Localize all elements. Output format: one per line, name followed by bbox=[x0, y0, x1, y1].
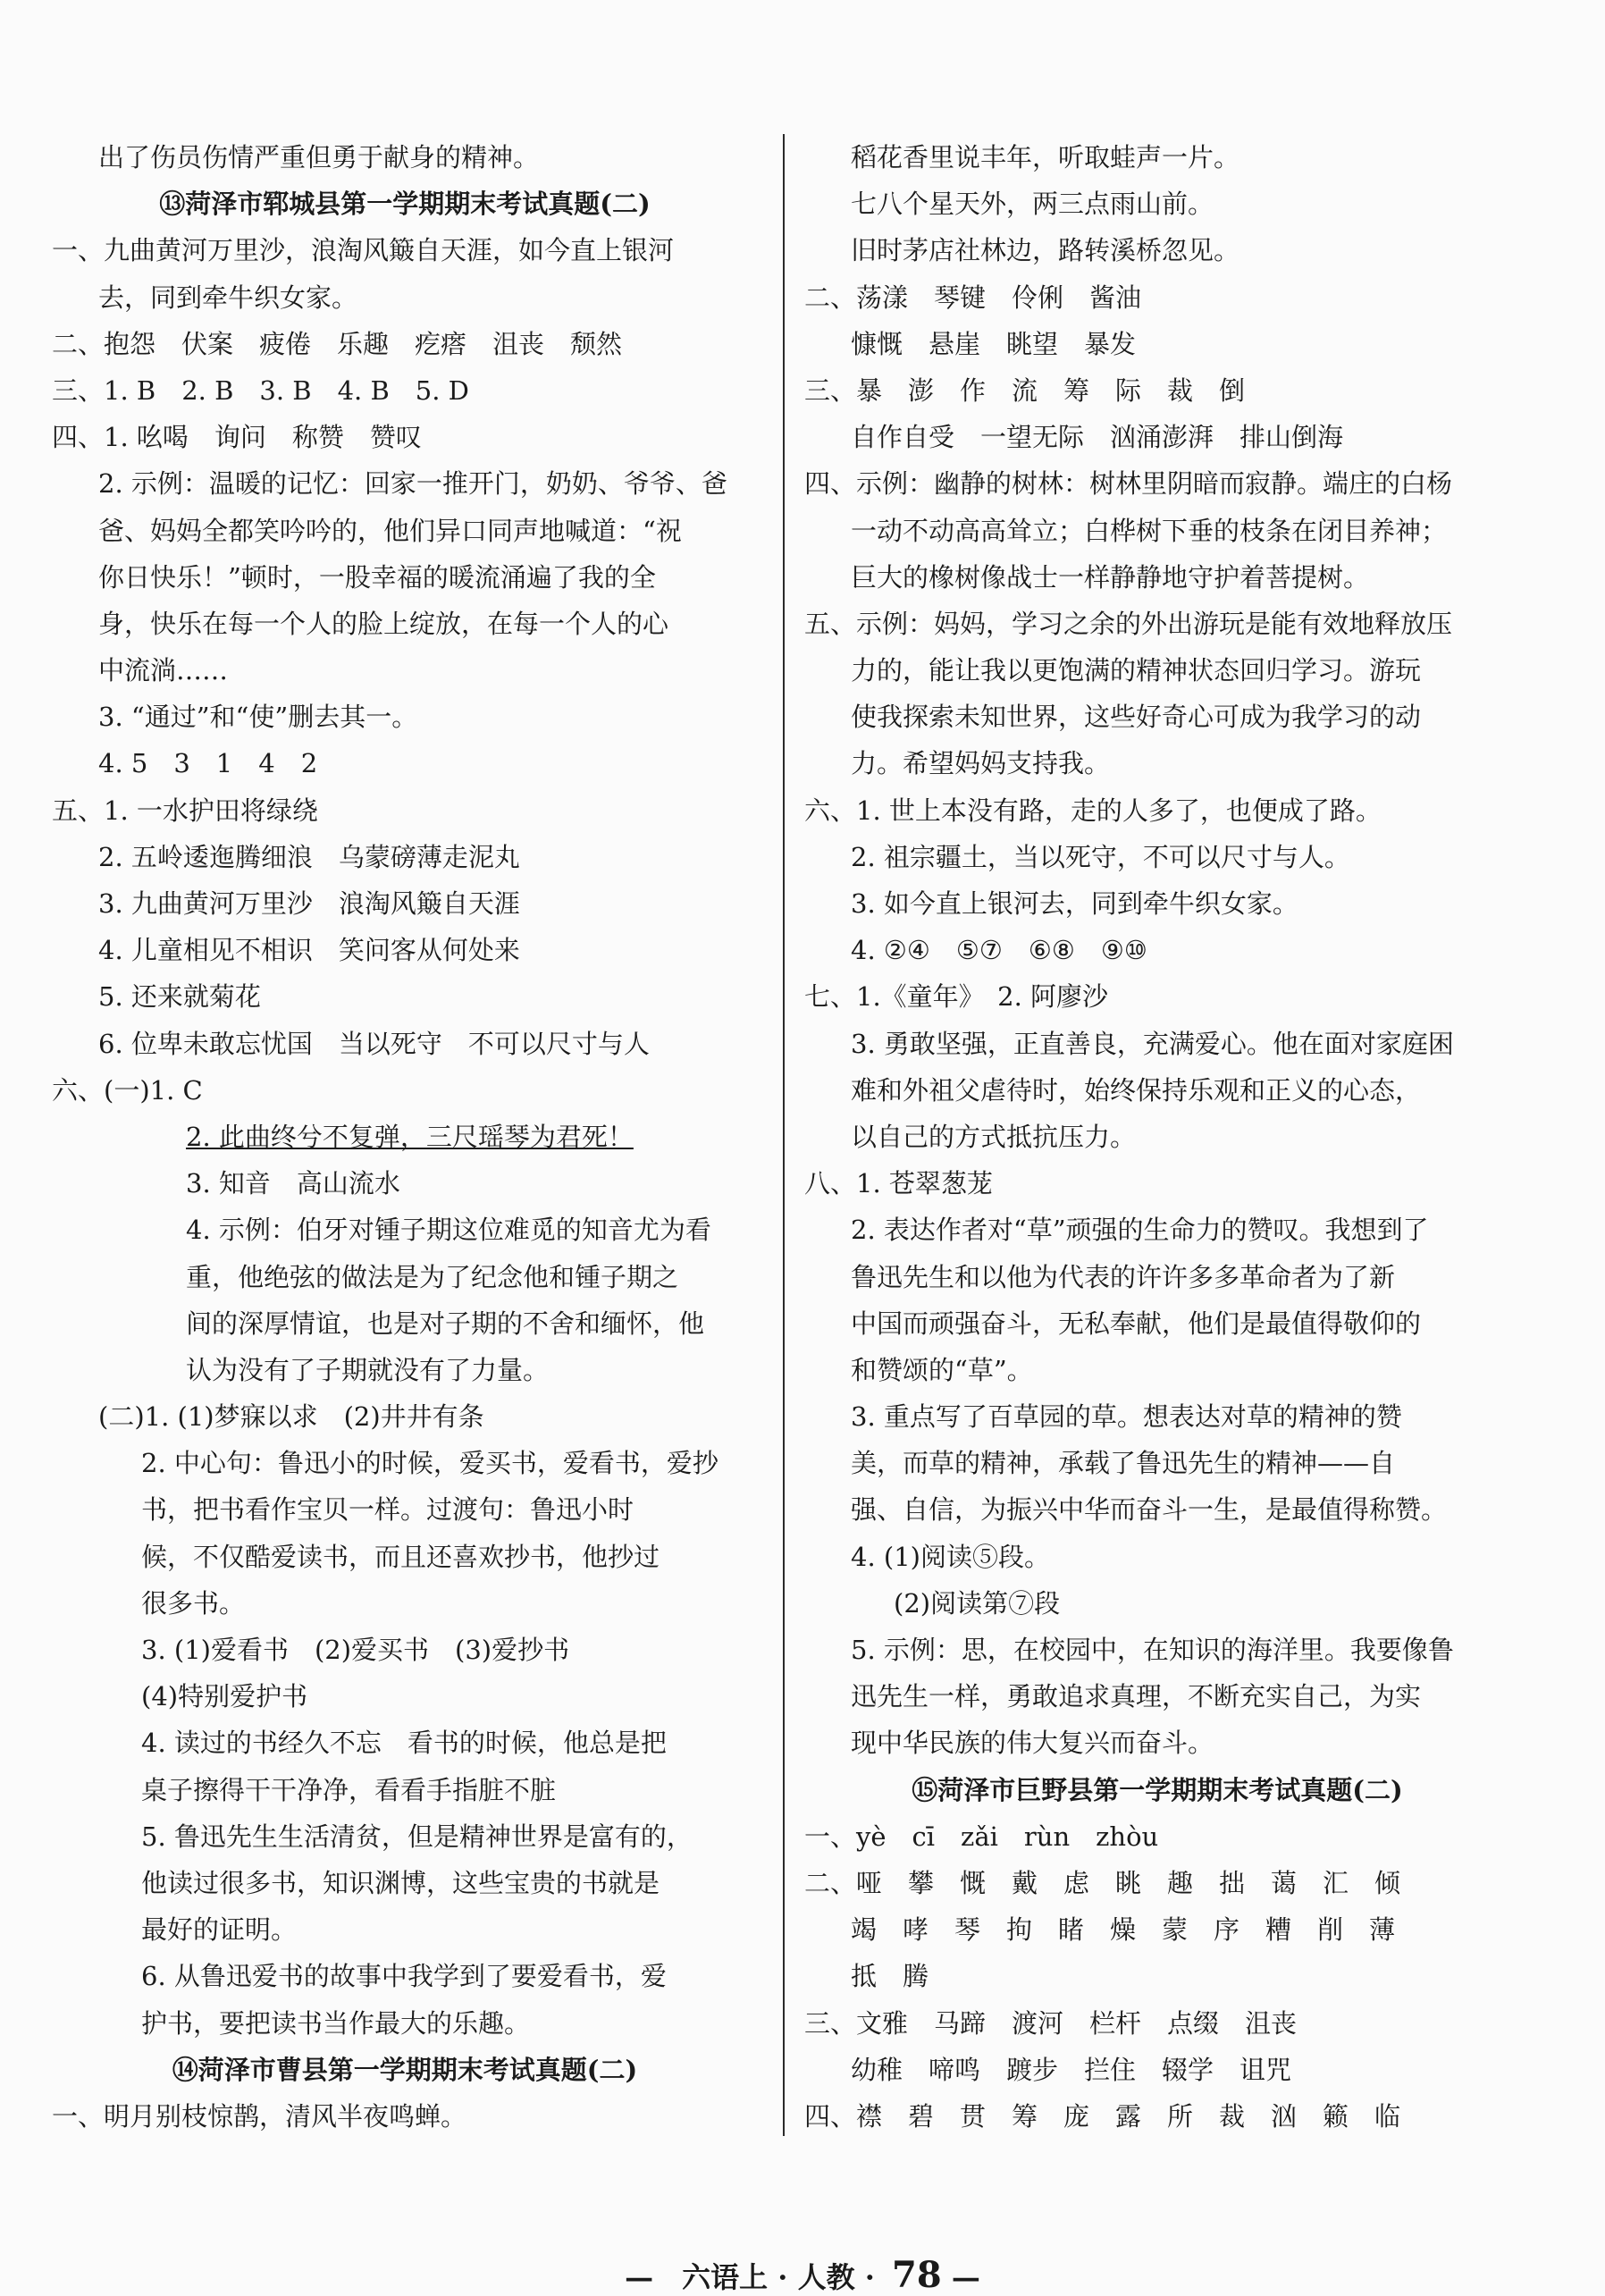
answer-line: 八、1. 苍翠葱茏 bbox=[804, 1168, 993, 1199]
answer-line: 六、(一)1. C bbox=[52, 1074, 203, 1106]
answer-line: 书，把书看作宝贝一样。过渡句：鲁迅小时 bbox=[141, 1494, 634, 1526]
footer-label: — 六语上 · 人教 · bbox=[625, 2260, 875, 2294]
answer-line: 二、抱怨 伏案 疲倦 乐趣 疙瘩 沮丧 颓然 bbox=[52, 328, 623, 359]
right-column bbox=[804, 134, 1510, 2140]
answer-line: 使我探索未知世界，这些好奇心可成为我学习的动 bbox=[851, 702, 1422, 733]
section-title: ⑬菏泽市郓城县第一学期期末考试真题(二) bbox=[159, 189, 651, 220]
answer-line: 桌子擦得干干净净，看看手指脏不脏 bbox=[141, 1774, 557, 1805]
answer-line: 现中华民族的伟大复兴而奋斗。 bbox=[851, 1728, 1214, 1759]
answer-line: 五、示例：妈妈，学习之余的外出游玩是能有效地释放压 bbox=[804, 608, 1453, 639]
answer-line: 3. (1)爱看书 (2)爱买书 (3)爱抄书 bbox=[141, 1635, 570, 1665]
answer-line: 2. 中心句：鲁迅小的时候，爱买书，爱看书，爱抄 bbox=[141, 1448, 718, 1479]
answer-line: 五、1. 一水护田将绿绕 bbox=[52, 795, 318, 826]
answer-line: 身，快乐在每一个人的脸上绽放，在每一个人的心 bbox=[98, 608, 669, 639]
answer-line: 一、yè cī zǎi rùn zhòu bbox=[804, 1821, 1159, 1852]
answer-line: 你日快乐！”顿时，一股幸福的暖流涌遍了我的全 bbox=[98, 561, 656, 593]
answer-line: 三、文雅 马蹄 渡河 栏杆 点缀 沮丧 bbox=[804, 2007, 1298, 2039]
answer-line: 中国而顽强奋斗，无私奉献，他们是最值得敬仰的 bbox=[851, 1308, 1422, 1339]
answer-line: 间的深厚情谊，也是对子期的不舍和缅怀，他 bbox=[186, 1308, 705, 1339]
answer-line: 难和外祖父虐待时，始终保持乐观和正义的心态， bbox=[851, 1074, 1422, 1106]
answer-line: 稻花香里说丰年，听取蛙声一片。 bbox=[851, 142, 1240, 172]
answer-line: 4. 读过的书经久不忘 看书的时候，他总是把 bbox=[141, 1728, 667, 1759]
answer-line: 巨大的橡树像战士一样静静地守护着菩提树。 bbox=[851, 561, 1370, 593]
answer-line: 候，不仅酷爱读书，而且还喜欢抄书，他抄过 bbox=[141, 1541, 660, 1572]
answer-line: 幼稚 啼鸣 踱步 拦住 辍学 诅咒 bbox=[851, 2054, 1292, 2085]
answer-line: 出了伤员伤情严重但勇于献身的精神。 bbox=[98, 142, 540, 172]
answer-line: 6. 从鲁迅爱书的故事中我学到了要爱看书，爱 bbox=[141, 1961, 667, 1992]
section-title: ⑮菏泽市巨野县第一学期期末考试真题(二) bbox=[912, 1774, 1403, 1805]
answer-line: 护书，要把读书当作最大的乐趣。 bbox=[141, 2007, 531, 2039]
page-number: 78 bbox=[892, 2254, 942, 2296]
answer-line: 3. 重点写了百草园的草。想表达对草的精神的赞 bbox=[851, 1401, 1402, 1433]
answer-line: 三、暴 澎 作 流 筹 际 裁 倒 bbox=[804, 374, 1246, 406]
answer-line: 6. 位卑未敢忘忧国 当以死守 不可以尺寸与人 bbox=[98, 1028, 650, 1059]
answer-line: 二、荡漾 琴键 伶俐 酱油 bbox=[804, 282, 1142, 313]
answer-line: 迅先生一样，勇敢追求真理，不断充实自己，为实 bbox=[851, 1681, 1422, 1712]
answer-line: 四、1. 吆喝 询问 称赞 赞叹 bbox=[52, 422, 422, 453]
answer-line: 四、襟 碧 贯 筹 庞 露 所 裁 汹 籁 临 bbox=[804, 2100, 1401, 2132]
answer-line: 六、1. 世上本没有路，走的人多了，也便成了路。 bbox=[804, 795, 1382, 826]
answer-line: 3. 如今直上银河去，同到牵牛织女家。 bbox=[851, 888, 1298, 919]
answer-line: 一、九曲黄河万里沙，浪淘风簸自天涯，如今直上银河 bbox=[52, 235, 675, 266]
answer-line: 竭 哮 琴 拘 睹 燥 蒙 序 糟 削 薄 bbox=[851, 1914, 1396, 1946]
answer-line: (2)阅读第⑦段 bbox=[894, 1587, 1061, 1619]
footer-dash: — bbox=[951, 2260, 980, 2294]
answer-line: 5. 鲁迅先生生活清贫，但是精神世界是富有的， bbox=[141, 1821, 693, 1852]
answer-line: 3. 知音 高山流水 bbox=[186, 1168, 400, 1199]
answer-line: 鲁迅先生和以他为代表的许许多多革命者为了新 bbox=[851, 1261, 1396, 1292]
answer-line: 中流淌…… bbox=[98, 655, 229, 686]
answer-line: 4. ②④ ⑤⑦ ⑥⑧ ⑨⑩ bbox=[851, 935, 1147, 966]
section-title: ⑭菏泽市曹县第一学期期末考试真题(二) bbox=[172, 2054, 638, 2085]
answer-line: 3. “通过”和“使”删去其一。 bbox=[98, 702, 418, 733]
answer-line: 4. (1)阅读⑤段。 bbox=[851, 1541, 1050, 1572]
answer-line: 重，他绝弦的做法是为了纪念他和锺子期之 bbox=[186, 1261, 679, 1292]
answer-line: 认为没有了子期就没有了力量。 bbox=[186, 1354, 550, 1385]
answer-line: 抵 腾 bbox=[851, 1961, 929, 1992]
answer-line: 三、1. B 2. B 3. B 4. B 5. D bbox=[52, 374, 469, 406]
answer-line: 爸、妈妈全都笑吟吟的，他们异口同声地喊道：“祝 bbox=[98, 515, 682, 546]
answer-line: 去，同到牵牛织女家。 bbox=[98, 282, 358, 313]
answer-line: 2. 五岭逶迤腾细浪 乌蒙磅薄走泥丸 bbox=[98, 841, 520, 872]
answer-line: 4. 示例：伯牙对锺子期这位难觅的知音尤为看 bbox=[186, 1215, 711, 1246]
answer-line: 4. 5 3 1 4 2 bbox=[98, 748, 318, 779]
answer-line: 自作自受 一望无际 汹涌澎湃 排山倒海 bbox=[851, 422, 1344, 453]
answer-line: 四、示例：幽静的树林：树林里阴暗而寂静。端庄的白杨 bbox=[804, 468, 1453, 500]
answer-line: (4)特别爱护书 bbox=[141, 1681, 308, 1712]
answer-line: 他读过很多书，知识渊博，这些宝贵的书就是 bbox=[141, 1867, 660, 1898]
answer-line: 4. 儿童相见不相识 笑问客从何处来 bbox=[98, 935, 520, 966]
answer-line: 2. 此曲终兮不复弹，三尺瑶琴为君死！ bbox=[186, 1121, 634, 1152]
answer-line: 最好的证明。 bbox=[141, 1914, 298, 1946]
answer-line: 力的，能让我以更饱满的精神状态回归学习。游玩 bbox=[851, 655, 1422, 686]
answer-line: 2. 示例：温暖的记忆：回家一推开门，奶奶、爷爷、爸 bbox=[98, 468, 727, 500]
answer-line: 以自己的方式抵抗压力。 bbox=[851, 1121, 1137, 1152]
answer-line: 旧时茅店社林边，路转溪桥忽见。 bbox=[851, 235, 1240, 266]
column-divider bbox=[783, 134, 785, 2136]
answer-line: 3. 勇敢坚强，正直善良，充满爱心。他在面对家庭困 bbox=[851, 1028, 1454, 1059]
answer-line: 2. 表达作者对“草”顽强的生命力的赞叹。我想到了 bbox=[851, 1215, 1429, 1246]
answer-line: 强、自信，为振兴中华而奋斗一生，是最值得称赞。 bbox=[851, 1494, 1448, 1526]
answer-line: (二)1. (1)梦寐以求 (2)井井有条 bbox=[98, 1401, 484, 1433]
answer-line: 一、明月别枝惊鹊，清风半夜鸣蝉。 bbox=[52, 2100, 467, 2132]
answer-line: 5. 示例：思，在校园中，在知识的海洋里。我要像鲁 bbox=[851, 1635, 1454, 1665]
page-footer bbox=[0, 2254, 1605, 2296]
answer-line: 二、哑 攀 慨 戴 虑 眺 趣 拙 蔼 汇 倾 bbox=[804, 1867, 1401, 1898]
answer-line: 力。希望妈妈支持我。 bbox=[851, 748, 1111, 779]
answer-line: 美，而草的精神，承载了鲁迅先生的精神——自 bbox=[851, 1448, 1396, 1479]
answer-line: 七、1.《童年》 2. 阿廖沙 bbox=[804, 981, 1109, 1013]
left-column bbox=[52, 134, 758, 2140]
answer-line: 2. 祖宗疆土，当以死守，不可以尺寸与人。 bbox=[851, 841, 1350, 872]
answer-line: 很多书。 bbox=[141, 1587, 246, 1619]
answer-line: 七八个星天外，两三点雨山前。 bbox=[851, 189, 1214, 220]
answer-line: 和赞颂的“草”。 bbox=[851, 1354, 1033, 1385]
answer-line: 5. 还来就菊花 bbox=[98, 981, 261, 1013]
answer-line: 一动不动高高耸立；白桦树下垂的枝条在闭目养神； bbox=[851, 515, 1448, 546]
answer-line: 3. 九曲黄河万里沙 浪淘风簸自天涯 bbox=[98, 888, 520, 919]
answer-line: 慷慨 悬崖 眺望 暴发 bbox=[851, 328, 1137, 359]
